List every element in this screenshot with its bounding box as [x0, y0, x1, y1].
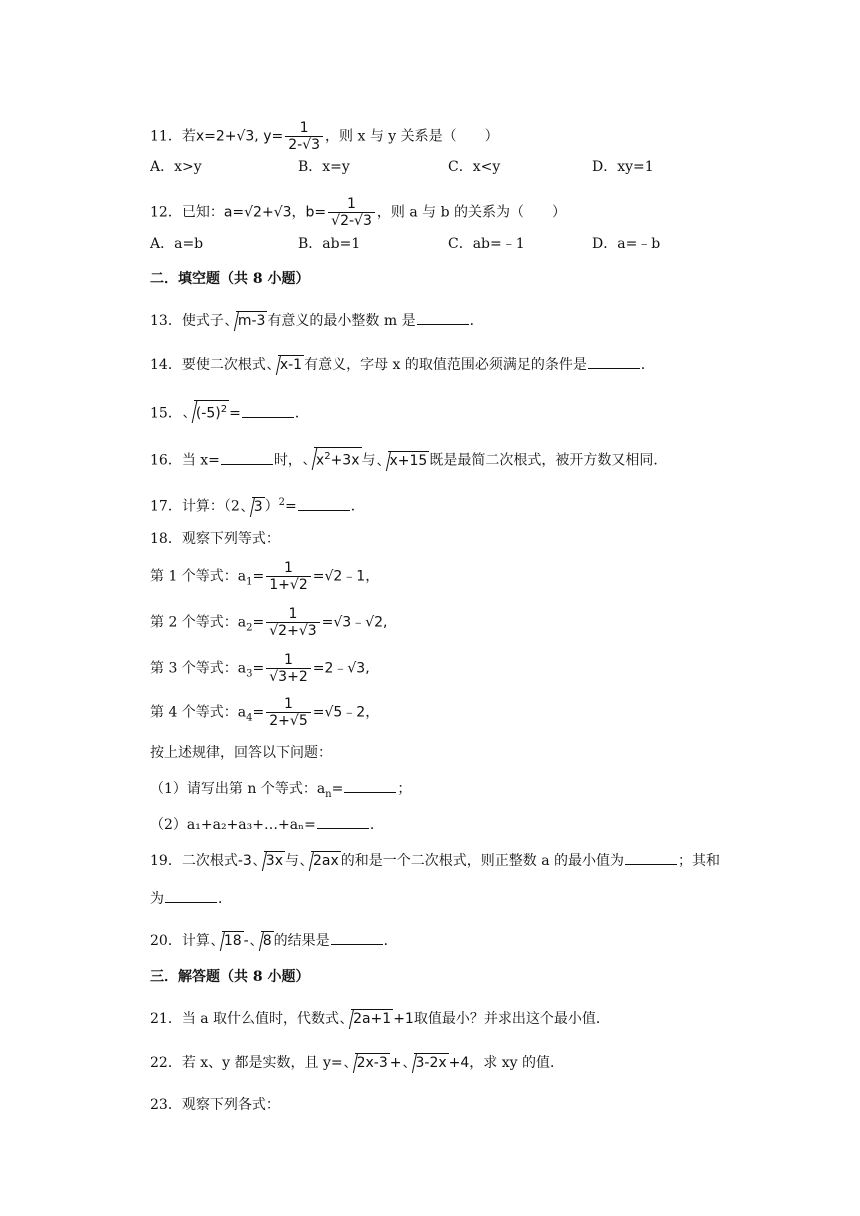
q19-line2-prefix: 为: [150, 891, 164, 907]
q16-sqrt-1: [303, 447, 362, 472]
q18-eq2-numerator: 1: [288, 606, 298, 622]
q19-with: 与: [285, 853, 299, 869]
q22-sqrt-1: [344, 1052, 390, 1074]
question-19: [150, 850, 720, 872]
q18-eq4-equals: =: [252, 704, 265, 721]
q18-part-2: [150, 814, 384, 836]
q15-exponent: 2: [220, 404, 228, 415]
q20-end: ．: [383, 933, 398, 949]
q15-end: ．: [294, 405, 309, 422]
q21-radicand: 2a+1: [353, 1011, 392, 1027]
q20-prefix: 20．计算: [150, 933, 210, 949]
q17-end: ．: [350, 498, 365, 515]
q12-option-c[interactable]: C．ab=﹣1: [448, 236, 525, 252]
q18-eq2-sub: 2: [246, 622, 253, 634]
question-13: [150, 310, 484, 332]
q12-option-a[interactable]: A．a=b: [150, 236, 204, 252]
q19-coefficient: -3: [237, 853, 252, 869]
q17-prefix: 17．计算：（2: [150, 498, 240, 515]
q19-answer-blank-2[interactable]: [165, 888, 217, 903]
question-15: [150, 400, 309, 425]
q12-option-d[interactable]: D．a=﹣b: [592, 236, 661, 252]
q19-end: ．: [218, 891, 232, 907]
q18-eq3-fraction: [266, 652, 310, 685]
q14-prefix: 14．要使二次根式: [150, 357, 266, 373]
q14-end: ．: [640, 357, 655, 373]
q19-radicand-1: 3x: [265, 853, 283, 869]
q21-plus-one: +1: [393, 1011, 414, 1027]
q20-minus: -: [243, 933, 249, 949]
q21-prefix: 21．当 a 取什么值时，代数式: [150, 1011, 340, 1027]
q22-radicand-2: 3-2x: [415, 1055, 447, 1071]
q18-eq4-label: 第 4 个等式：a: [150, 704, 247, 721]
q16-radicand-2: x+15: [389, 452, 428, 469]
q20-sqrt-1: [211, 930, 244, 952]
q11-tail: ，则 x 与 y 关系是（ ）: [325, 128, 499, 145]
q20-radicand-2: 8: [262, 933, 272, 949]
q13-radicand: m-3: [237, 313, 266, 329]
q14-radicand: x-1: [279, 357, 303, 373]
q18-part-1: [150, 778, 411, 806]
q17-paren: ）: [264, 498, 279, 515]
q11-y-lhs: y=: [263, 128, 284, 145]
q18-eq3-denominator: √3+2: [266, 668, 310, 685]
q19-mid: ；其和: [678, 853, 721, 869]
q22-plus-four: +4: [448, 1055, 470, 1071]
q18-eq3-rhs: =2﹣√3,: [312, 660, 370, 677]
q19-sqrt-1: [253, 850, 285, 872]
q16-with: 与: [361, 452, 376, 469]
q16-radicand-1-base: x: [315, 452, 325, 469]
q18-eq2-fraction: [266, 606, 319, 639]
q18-eq2-rhs: =√3﹣√2,: [321, 614, 388, 631]
q18-eq1-equals: =: [252, 568, 265, 585]
q13-prefix: 13．使式子: [150, 313, 224, 329]
q11-y-fraction: [285, 120, 323, 153]
q20-radicand-1: 18: [223, 933, 242, 949]
question-21: [150, 1008, 610, 1030]
q15-answer-blank[interactable]: [242, 403, 294, 418]
q18-p1-sub: n: [325, 788, 332, 800]
q17-exponent: 2: [278, 497, 286, 508]
q18-eq2-label: 第 2 个等式：a: [150, 614, 247, 631]
q18-p2-answer-blank[interactable]: [317, 814, 369, 829]
q18-equation-4: [150, 696, 379, 729]
q18-eq3-label: 第 3 个等式：a: [150, 660, 247, 677]
q20-text: 的结果是: [273, 933, 330, 949]
question-11: [150, 120, 499, 153]
q18-eq3-numerator: 1: [284, 652, 293, 668]
q12-a-expression: a=√2+√3，b=: [223, 204, 327, 221]
q18-p1-equals: =: [331, 781, 344, 797]
q19-radicand-2: 2ax: [313, 853, 339, 869]
q18-p2-end: ．: [369, 817, 384, 833]
q18-eq2-denominator: √2+√3: [266, 622, 319, 639]
q11-option-d[interactable]: D．xy=1: [592, 159, 654, 175]
q21-text: 取值最小？并求出这个最小值．: [413, 1011, 610, 1027]
q11-x-expression: x=2+√3,: [195, 128, 259, 145]
q12-tail: ，则 a 与 b 的关系为（ ）: [376, 204, 566, 221]
q17-equals: =: [285, 498, 297, 515]
question-16: [150, 447, 667, 472]
q18-eq1-rhs: =√2﹣1，: [312, 568, 380, 585]
q13-end: ．: [469, 313, 484, 329]
q19-answer-blank-1[interactable]: [625, 850, 677, 865]
q18-eq4-numerator: 1: [284, 696, 293, 712]
q18-eq1-label: 第 1 个等式：a: [150, 568, 247, 585]
q21-sqrt: [340, 1008, 393, 1030]
q12-b-denominator: √2-√3: [328, 212, 375, 229]
q18-p1-prefix: （1）请写出第 n 个等式：a: [150, 781, 326, 797]
q11-y-numerator: 1: [299, 120, 309, 136]
q18-eq4-sub: 4: [246, 712, 253, 724]
q14-answer-blank[interactable]: [588, 354, 640, 369]
q18-equation-1: [150, 560, 379, 593]
q15-equals: =: [229, 405, 241, 422]
q13-answer-blank[interactable]: [417, 310, 469, 325]
section-3-title: 三．解答题（共 8 小题）: [150, 969, 310, 985]
q18-p1-end: ；: [397, 781, 412, 797]
q18-eq1-numerator: 1: [284, 560, 293, 576]
q18-eq4-rhs: =√5﹣2，: [312, 704, 380, 721]
q22-text: ，求 xy 的值．: [469, 1055, 565, 1071]
q18-p2-prefix: （2）a₁+a₂+a₃+…+aₙ=: [150, 817, 316, 833]
q11-number: 11．若: [150, 128, 196, 145]
q22-radicand-1: 2x-3: [356, 1055, 388, 1071]
q16-answer-blank[interactable]: [221, 450, 273, 465]
q19-sqrt-2: [300, 850, 341, 872]
q18-p1-answer-blank[interactable]: [344, 778, 396, 793]
q20-answer-blank[interactable]: [331, 930, 383, 945]
q22-plus: +: [389, 1055, 402, 1071]
q18-eq3-equals: =: [252, 660, 265, 677]
question-14: [150, 354, 655, 376]
q18-eq1-sub: 1: [246, 576, 253, 588]
q11-options: [150, 156, 710, 178]
q12-options: [150, 233, 710, 255]
q15-radicand: [194, 400, 229, 423]
q22-sqrt-2: [403, 1052, 449, 1074]
q11-option-c[interactable]: C．x<y: [448, 159, 501, 175]
q16-radicand-1: [314, 447, 362, 470]
q17-sqrt: [241, 496, 265, 518]
q18-eq2-equals: =: [252, 614, 265, 631]
section-2-title: 二．填空题（共 8 小题）: [150, 271, 310, 287]
q11-option-b[interactable]: B．x=y: [298, 159, 350, 175]
q13-text: 有意义的最小整数 m 是: [267, 313, 416, 329]
question-12: [150, 196, 566, 229]
q16-sqrt-2: [377, 450, 430, 472]
q18-rule: 按上述规律，回答以下问题：: [150, 745, 332, 761]
q16-prefix: 16．当 x=: [150, 452, 220, 469]
question-19-line-2: [150, 888, 232, 910]
question-22: [150, 1052, 564, 1074]
q16-when: 时，: [273, 452, 302, 469]
question-20: [150, 930, 398, 952]
q12-option-b[interactable]: B．ab=1: [298, 236, 361, 252]
q16-text: 既是最简二次根式，被开方数又相同．: [429, 452, 668, 469]
q14-text: 有意义，字母 x 的取值范围必须满足的条件是: [304, 357, 587, 373]
q15-base: (-5): [195, 405, 221, 422]
q18-eq4-fraction: [266, 696, 310, 729]
q13-sqrt: [225, 310, 268, 332]
q16-radicand-1-rest: +3x: [330, 452, 360, 469]
q20-sqrt-2: [250, 930, 274, 952]
q18-equation-2: [150, 606, 388, 639]
q15-sqrt: [183, 400, 229, 425]
q11-option-a[interactable]: A．x>y: [150, 159, 202, 175]
q11-y-denominator: 2-√3: [285, 136, 323, 153]
q19-text: 的和是一个二次根式，则正整数 a 的最小值为: [340, 853, 625, 869]
q17-answer-blank[interactable]: [298, 496, 350, 511]
q16-radicand-1-exp: 2: [324, 451, 331, 462]
q17-radicand: 3: [253, 498, 263, 515]
question-17: [150, 492, 365, 518]
q15-prefix: 15．: [150, 405, 182, 422]
q12-b-fraction: [328, 196, 375, 229]
question-18-title: 18．观察下列等式：: [150, 531, 280, 547]
q18-eq3-sub: 3: [246, 668, 253, 680]
q19-prefix: 19．二次根式: [150, 853, 238, 869]
q18-eq1-fraction: [266, 560, 310, 593]
q18-equation-3: [150, 652, 370, 685]
q12-b-numerator: 1: [347, 196, 356, 212]
q18-eq1-denominator: 1+√2: [266, 576, 310, 593]
q18-eq4-denominator: 2+√5: [266, 712, 310, 729]
q12-number: 12．已知：: [150, 204, 224, 221]
q22-prefix: 22．若 x、y 都是实数，且 y=: [150, 1055, 343, 1071]
question-23: 23．观察下列各式：: [150, 1097, 280, 1113]
q14-sqrt: [267, 354, 304, 376]
